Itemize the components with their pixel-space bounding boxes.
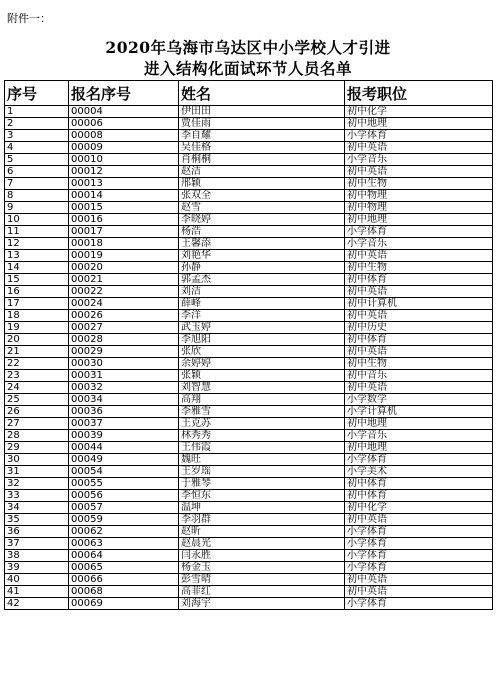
cell-index: 9 — [5, 202, 69, 214]
cell-registration-number: 00027 — [69, 322, 179, 334]
cell-name: 赵昕 — [179, 526, 345, 538]
cell-position: 小学体育 — [345, 550, 493, 562]
cell-position: 小学计算机 — [345, 406, 493, 418]
cell-index: 19 — [5, 322, 69, 334]
cell-position: 小学体育 — [345, 526, 493, 538]
cell-position: 小学音乐 — [345, 430, 493, 442]
table-row — [5, 166, 493, 178]
table-row — [5, 370, 493, 382]
cell-index: 32 — [5, 478, 69, 490]
cell-index: 11 — [5, 226, 69, 238]
cell-index: 18 — [5, 310, 69, 322]
cell-registration-number: 00022 — [69, 286, 179, 298]
cell-registration-number: 00029 — [69, 346, 179, 358]
cell-index: 42 — [5, 598, 69, 610]
cell-position: 初中英语 — [345, 346, 493, 358]
cell-name: 赵洁 — [179, 166, 345, 178]
cell-name: 李旭阳 — [179, 334, 345, 346]
cell-position: 初中地理 — [345, 442, 493, 454]
cell-position: 初中生物 — [345, 358, 493, 370]
cell-name: 李雅雪 — [179, 406, 345, 418]
cell-name: 张欣 — [179, 346, 345, 358]
table-row — [5, 274, 493, 286]
cell-registration-number: 00021 — [69, 274, 179, 286]
cell-name: 魏旺 — [179, 454, 345, 466]
cell-registration-number: 00037 — [69, 418, 179, 430]
cell-position: 初中历史 — [345, 322, 493, 334]
cell-position: 初中化学 — [345, 106, 493, 118]
table-row — [5, 430, 493, 442]
cell-name: 肖桐桐 — [179, 154, 345, 166]
cell-name: 贾佳雨 — [179, 118, 345, 130]
cell-index: 20 — [5, 334, 69, 346]
cell-registration-number: 00068 — [69, 586, 179, 598]
table-row — [5, 586, 493, 598]
table-row — [5, 154, 493, 166]
cell-registration-number: 00008 — [69, 130, 179, 142]
cell-name: 张双全 — [179, 190, 345, 202]
cell-index: 1 — [5, 106, 69, 118]
cell-index: 28 — [5, 430, 69, 442]
cell-position: 初中生物 — [345, 262, 493, 274]
table-row — [5, 478, 493, 490]
cell-registration-number: 00034 — [69, 394, 179, 406]
cell-index: 15 — [5, 274, 69, 286]
cell-name: 刘艳华 — [179, 250, 345, 262]
cell-position: 小学体育 — [345, 538, 493, 550]
cell-name: 李晓婷 — [179, 214, 345, 226]
document-title-line-1: 2020年乌海市乌达区中小学校人才引进 — [105, 38, 391, 57]
cell-index: 16 — [5, 286, 69, 298]
cell-name: 张颖 — [179, 370, 345, 382]
cell-index: 21 — [5, 346, 69, 358]
cell-name: 刘洁 — [179, 286, 345, 298]
cell-name: 王伟霞 — [179, 442, 345, 454]
table-row — [5, 358, 493, 370]
cell-registration-number: 00010 — [69, 154, 179, 166]
cell-registration-number: 00004 — [69, 106, 179, 118]
cell-registration-number: 00015 — [69, 202, 179, 214]
cell-name: 彭雪晴 — [179, 574, 345, 586]
table-row — [5, 562, 493, 574]
cell-index: 27 — [5, 418, 69, 430]
cell-registration-number: 00032 — [69, 382, 179, 394]
cell-index: 25 — [5, 394, 69, 406]
cell-name: 高菲红 — [179, 586, 345, 598]
cell-position: 小学体育 — [345, 598, 493, 610]
cell-name: 刘海宇 — [179, 598, 345, 610]
cell-registration-number: 00013 — [69, 178, 179, 190]
cell-index: 5 — [5, 154, 69, 166]
table-row — [5, 262, 493, 274]
table-row — [5, 250, 493, 262]
cell-registration-number: 00069 — [69, 598, 179, 610]
cell-position: 小学音乐 — [345, 154, 493, 166]
cell-index: 38 — [5, 550, 69, 562]
cell-index: 24 — [5, 382, 69, 394]
table-row — [5, 178, 493, 190]
cell-position: 初中地理 — [345, 118, 493, 130]
table-row — [5, 142, 493, 154]
cell-registration-number: 00024 — [69, 298, 179, 310]
cell-registration-number: 00030 — [69, 358, 179, 370]
cell-registration-number: 00020 — [69, 262, 179, 274]
cell-index: 14 — [5, 262, 69, 274]
cell-name: 余婷婷 — [179, 358, 345, 370]
cell-position: 初中英语 — [345, 382, 493, 394]
cell-index: 36 — [5, 526, 69, 538]
cell-registration-number: 00059 — [69, 514, 179, 526]
table-row — [5, 106, 493, 118]
table-row — [5, 526, 493, 538]
cell-position: 初中英语 — [345, 286, 493, 298]
table-row — [5, 226, 493, 238]
cell-position: 初中物理 — [345, 202, 493, 214]
cell-position: 初中物理 — [345, 190, 493, 202]
cell-position: 小学体育 — [345, 226, 493, 238]
cell-index: 10 — [5, 214, 69, 226]
cell-position: 初中体育 — [345, 490, 493, 502]
cell-index: 29 — [5, 442, 69, 454]
cell-registration-number: 00014 — [69, 190, 179, 202]
cell-name: 邢颖 — [179, 178, 345, 190]
cell-name: 吴佳格 — [179, 142, 345, 154]
cell-position: 初中英语 — [345, 514, 493, 526]
cell-registration-number: 00028 — [69, 334, 179, 346]
cell-index: 41 — [5, 586, 69, 598]
cell-name: 于雅琴 — [179, 478, 345, 490]
cell-name: 李自耀 — [179, 130, 345, 142]
cell-registration-number: 00006 — [69, 118, 179, 130]
cell-registration-number: 00026 — [69, 310, 179, 322]
cell-name: 杨金玉 — [179, 562, 345, 574]
cell-registration-number: 00049 — [69, 454, 179, 466]
table-row — [5, 514, 493, 526]
cell-index: 34 — [5, 502, 69, 514]
cell-position: 初中英语 — [345, 574, 493, 586]
cell-name: 孙静 — [179, 262, 345, 274]
cell-name: 李洋 — [179, 310, 345, 322]
cell-position: 小学美术 — [345, 466, 493, 478]
cell-index: 40 — [5, 574, 69, 586]
cell-index: 37 — [5, 538, 69, 550]
cell-position: 初中地理 — [345, 418, 493, 430]
cell-name: 伊田田 — [179, 106, 345, 118]
column-header-registration-number: 报名序号 — [69, 81, 179, 106]
cell-index: 13 — [5, 250, 69, 262]
column-header-position: 报考职位 — [345, 81, 493, 106]
cell-registration-number: 00062 — [69, 526, 179, 538]
cell-position: 初中英语 — [345, 142, 493, 154]
table-row — [5, 406, 493, 418]
table-row — [5, 190, 493, 202]
cell-position: 初中英语 — [345, 310, 493, 322]
table-row — [5, 322, 493, 334]
cell-name: 王克苏 — [179, 418, 345, 430]
table-row — [5, 466, 493, 478]
cell-name: 高翔 — [179, 394, 345, 406]
cell-index: 35 — [5, 514, 69, 526]
cell-index: 17 — [5, 298, 69, 310]
candidate-table — [4, 80, 493, 610]
document-title-line-2: 进入结构化面试环节人员名单 — [143, 59, 352, 78]
cell-registration-number: 00019 — [69, 250, 179, 262]
cell-registration-number: 00031 — [69, 370, 179, 382]
cell-index: 30 — [5, 454, 69, 466]
cell-index: 7 — [5, 178, 69, 190]
cell-index: 22 — [5, 358, 69, 370]
cell-position: 小学体育 — [345, 130, 493, 142]
cell-index: 12 — [5, 238, 69, 250]
cell-index: 4 — [5, 142, 69, 154]
cell-name: 刘智慧 — [179, 382, 345, 394]
cell-index: 2 — [5, 118, 69, 130]
cell-registration-number: 00064 — [69, 550, 179, 562]
column-header-name: 姓名 — [179, 81, 345, 106]
cell-registration-number: 00063 — [69, 538, 179, 550]
table-row — [5, 418, 493, 430]
cell-position: 初中英语 — [345, 166, 493, 178]
cell-index: 23 — [5, 370, 69, 382]
cell-name: 郭孟杰 — [179, 274, 345, 286]
table-row — [5, 346, 493, 358]
cell-registration-number: 00057 — [69, 502, 179, 514]
cell-position: 初中音乐 — [345, 370, 493, 382]
cell-index: 33 — [5, 490, 69, 502]
cell-index: 31 — [5, 466, 69, 478]
table-row — [5, 382, 493, 394]
table-row — [5, 118, 493, 130]
cell-position: 小学数学 — [345, 394, 493, 406]
cell-position: 初中体育 — [345, 334, 493, 346]
cell-position: 小学音乐 — [345, 238, 493, 250]
cell-name: 赵雪 — [179, 202, 345, 214]
cell-registration-number: 00017 — [69, 226, 179, 238]
table-row — [5, 202, 493, 214]
cell-name: 闫永胜 — [179, 550, 345, 562]
cell-position: 初中化学 — [345, 502, 493, 514]
cell-index: 26 — [5, 406, 69, 418]
cell-name: 李羽群 — [179, 514, 345, 526]
table-row — [5, 298, 493, 310]
cell-position: 初中计算机 — [345, 298, 493, 310]
cell-name: 薛峰 — [179, 298, 345, 310]
table-row — [5, 442, 493, 454]
table-row — [5, 334, 493, 346]
cell-name: 赵晨光 — [179, 538, 345, 550]
cell-registration-number: 00012 — [69, 166, 179, 178]
table-row — [5, 238, 493, 250]
cell-registration-number: 00055 — [69, 478, 179, 490]
cell-name: 王馨添 — [179, 238, 345, 250]
table-row — [5, 538, 493, 550]
table-row — [5, 394, 493, 406]
cell-registration-number: 00018 — [69, 238, 179, 250]
cell-index: 8 — [5, 190, 69, 202]
cell-name: 李恒东 — [179, 490, 345, 502]
cell-registration-number: 00056 — [69, 490, 179, 502]
cell-name: 林秀秀 — [179, 430, 345, 442]
table-row — [5, 310, 493, 322]
cell-name: 杨浩 — [179, 226, 345, 238]
cell-position: 初中地理 — [345, 214, 493, 226]
table-row — [5, 550, 493, 562]
cell-name: 温坤 — [179, 502, 345, 514]
cell-registration-number: 00009 — [69, 142, 179, 154]
cell-registration-number: 00044 — [69, 442, 179, 454]
cell-registration-number: 00036 — [69, 406, 179, 418]
cell-position: 小学体育 — [345, 562, 493, 574]
cell-registration-number: 00065 — [69, 562, 179, 574]
table-row — [5, 574, 493, 586]
cell-index: 3 — [5, 130, 69, 142]
column-header-index: 序号 — [5, 81, 69, 106]
cell-position: 初中体育 — [345, 274, 493, 286]
table-row — [5, 214, 493, 226]
cell-registration-number: 00066 — [69, 574, 179, 586]
table-row — [5, 490, 493, 502]
cell-position: 初中生物 — [345, 178, 493, 190]
cell-name: 武玉婷 — [179, 322, 345, 334]
table-row — [5, 130, 493, 142]
cell-position: 初中体育 — [345, 478, 493, 490]
cell-position: 小学体育 — [345, 454, 493, 466]
cell-registration-number: 00054 — [69, 466, 179, 478]
table-header-row — [5, 81, 493, 106]
cell-name: 王岁瑶 — [179, 466, 345, 478]
table-row — [5, 502, 493, 514]
cell-registration-number: 00016 — [69, 214, 179, 226]
cell-position: 初中英语 — [345, 250, 493, 262]
cell-registration-number: 00039 — [69, 430, 179, 442]
table-row — [5, 454, 493, 466]
attachment-label: 附件一： — [7, 12, 51, 25]
cell-index: 6 — [5, 166, 69, 178]
table-row — [5, 286, 493, 298]
cell-position: 初中英语 — [345, 586, 493, 598]
cell-index: 39 — [5, 562, 69, 574]
table-row — [5, 598, 493, 610]
